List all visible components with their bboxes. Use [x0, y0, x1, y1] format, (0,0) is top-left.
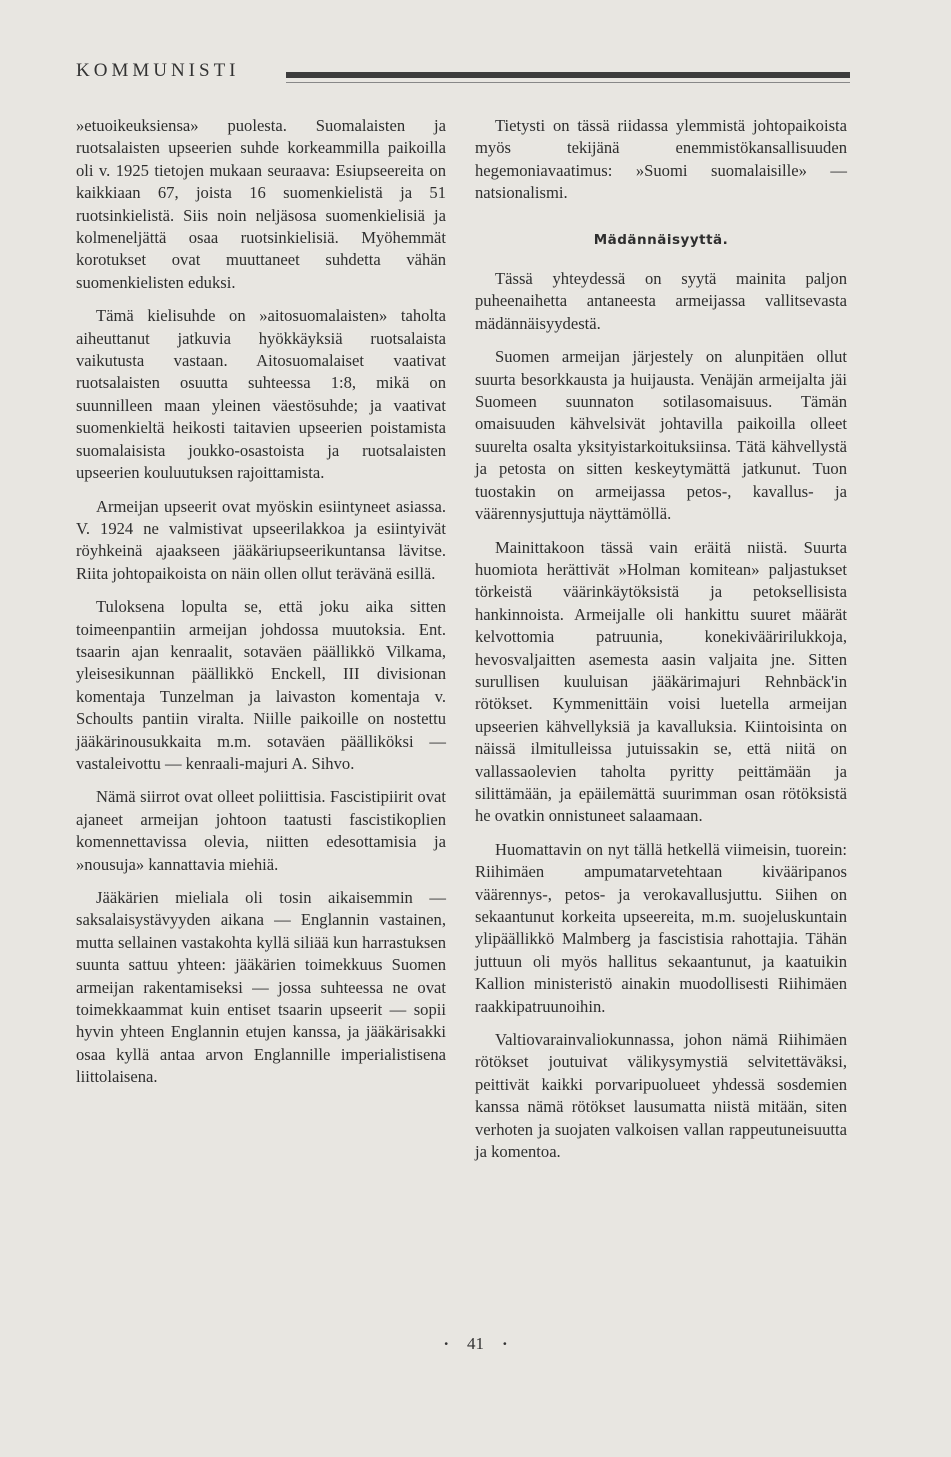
- paragraph: Suomen armeijan järjestely on alunpitäen ollut suurta besorkkausta ja huijausta. Venäjän armeijalta jäi Suomeen suunnaton sotilasomaisuus. Tämän omaisuuden kähvelsivät johtavilla paikoilla olleet suurelta osalta yksityistarkoituksiinsa. Tätä kähvellystä ja petosta on sitten keskeytymättä jatkunut. Tuon tuostakin on armeijassa petos-, kavallus- ja väärennysjuttuja näyttämöllä.: [475, 347, 847, 524]
- paragraph: Nämä siirrot ovat olleet poliittisia. Fascistipiirit ovat ajaneet armeijan johtoon taatusti fascistikoplien komennettavissa olevia, niitten edesottamisia ja »nousuja» kannattavia miehiä.: [76, 787, 446, 874]
- bullet-dot-icon: ·: [502, 1334, 508, 1353]
- paragraph: Mainittakoon tässä vain eräitä niistä. Suurta huomiota herättivät »Holman komitean» paljastukset törkeistä väärinkäytöksistä ja petoksellisista hankinnoista. Armeijalle oli hankittu suuret määrät kelvottomia patruunia, konekivääririlukkoja, hevosvaljaitten asemesta aasin valjaita jne. Sitten surullisen kuuluisan jääkärimajuri Rehnbäck'in rötökset. Kymmenittäin voisi luetella armeijan upseerien kähvellyksiä ja kavalluksia. Kiintoisinta on näissä ilmitulleissa jutuissakin se, että niitä on vallassaolevien taholta pyritty peittämään ja silittämään, ja epäilemättä suurimman osan rötöksistä he ovatkin onnistuneet salaamaan.: [475, 537, 847, 826]
- page-footer: [0, 1334, 951, 1354]
- paragraph: Huomattavin on nyt tällä hetkellä viimeisin, tuorein: Riihimäen ampumatarvetehtaan kivääripanos väärennys-, petos- ja verokavallusjuttu. Siihen on sekaantunut korkeita upseereita, m.m. suojeluskuntain ylipäällikkö Malmberg ja fascistisia rahottajia. Tähän juttuun oli myös hallitus sekaantunut, ja kaatuikin Kallion ministeristö ainakin muodollisesti Riihimäen raakkipatruunoihin.: [475, 839, 847, 1016]
- header-rule: [286, 72, 850, 78]
- publication-title: KOMMUNISTI: [76, 60, 240, 81]
- paragraph: Tietysti on tässä riidassa ylemmistä johtopaikoista myös tekijänä enemmistökansallisuuden hegemoniavaatimus: »Suomi suomalaisille» — natsionalismi.: [475, 116, 847, 203]
- page-header: [76, 60, 850, 92]
- paragraph: Tuloksena lopulta se, että joku aika sitten toimeenpantiin armeijan johdossa muutoksia. Ent. tsaarin ajan kenraalit, sotaväen päällikkö Vilkama, yleisesikunnan päällikkö Enckell, III divisionan komentaja Tunzelman ja laivaston komentaja v. Schoults pantiin viralta. Niille paikoille on nostettu jääkärinousukkaita m.m. sotaväen päälliköksi — vastaleivottu — kenraali-majuri A. Sihvo.: [76, 597, 446, 773]
- paragraph: Armeijan upseerit ovat myöskin esiintyneet asiassa. V. 1924 ne valmistivat upseerilakkoa ja esiintyivät röyhkeinä ajaakseen jääkäriupseerikuntansa lävitse. Riita johtopaikoista on näin ollen ollut terävänä esillä.: [76, 496, 446, 583]
- paragraph: Jääkärien mieliala oli tosin aikaisemmin — saksalaisystävyyden aikana — Englannin vastainen, mutta sellainen vastakohta kyllä siliää kun harrastuksen suunta sattuu yhteen: jääkärien toimekkuus Suomen armeijan rakentamiseksi — jossa suhteessa ne ovat toimekkaammat kuin entiset tsaarin upseerit — sopii hyvin yhteen Englannin etujen kanssa, ja jääkärisakki osaa kyllä antaa arvon Englannille imperialistisena liittolaisena.: [76, 888, 446, 1087]
- header-rule-thin: [286, 82, 850, 83]
- page-number: 41: [467, 1334, 484, 1353]
- paragraph: Valtiovarainvaliokunnassa, johon nämä Riihimäen rötökset joutuivat välikysymystiä selvitettäväksi, peittivät kaikki porvaripuolueet yhdessä sosdemien kanssa nämä rötökset lausumatta niistä mitään, siten verhoten ja suojaten valkoisen vallan rappeutuneisuutta ja komentoa.: [475, 1030, 847, 1162]
- section-heading: Mädännäisyyttä.: [593, 231, 729, 248]
- paragraph: »etuoikeuksiensa» puolesta. Suomalaisten ja ruotsalaisten upseerien suhde korkeammilla paikoilla oli v. 1925 tietojen mukaan seuraava: Esiupseereita on kaikkiaan 67, joista 16 suomenkielistä ja 51 ruotsinkielistä. Siis noin neljäsosa suomenkielisiä ja kolmeneljättä osaa ruotsinkielisiä. Myöhemmät korotukset ovat muuttaneet suhdetta vähän suomenkielisten eduksi.: [76, 116, 446, 292]
- bullet-dot-icon: ·: [443, 1334, 449, 1353]
- paragraph: Tämä kielisuhde on »aitosuomalaisten» taholta aiheuttanut jatkuvia hyökkäyksiä ruotsalaista vaikutusta vastaan. Aitosuomalaiset vaativat ruotsalaisten osuutta suhteessa 1:8, mikä on suunnilleen maan yleinen väestösuhde; ja vaativat suomenkieltä heikosti taitavien upseerien poistamista suomalaisista joukko-osastoista ja ruotsalaisten upseerien kouluutuksen rajoittamista.: [76, 306, 446, 483]
- right-column: [475, 115, 847, 1174]
- left-column: [76, 115, 446, 1100]
- paragraph: Tässä yhteydessä on syytä mainita paljon puheenaihetta antaneesta armeijassa vallitsevasta mädännäisyydestä.: [475, 269, 847, 333]
